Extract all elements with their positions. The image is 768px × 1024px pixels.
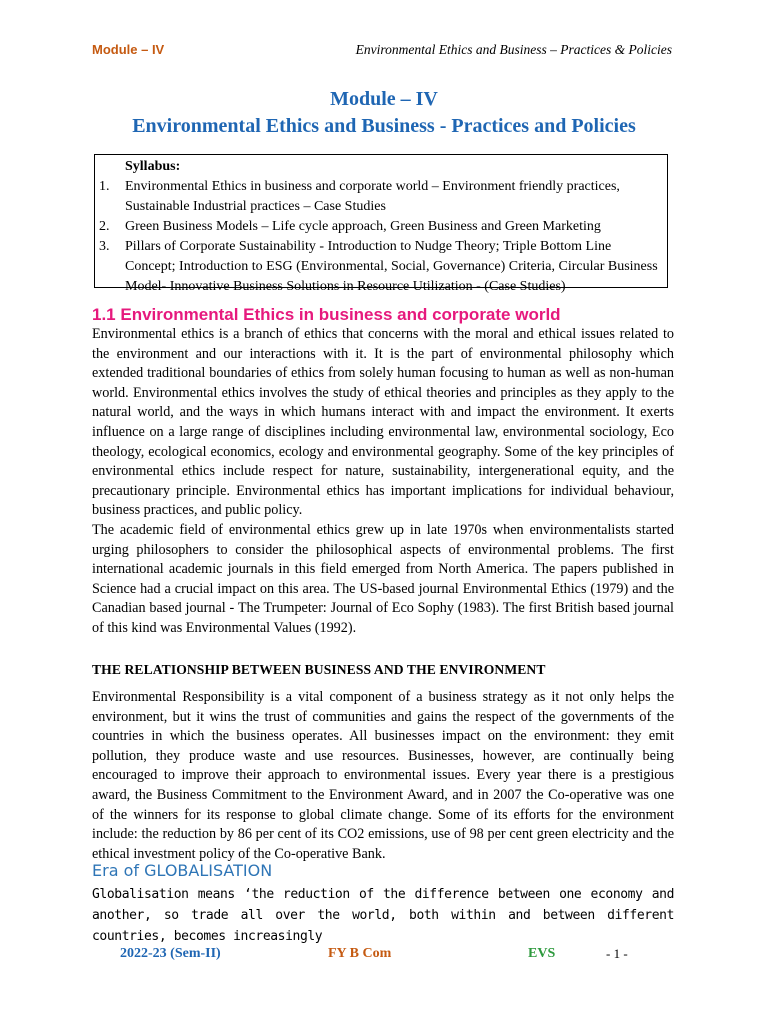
syllabus-heading: Syllabus: — [125, 159, 181, 174]
header-module-label: Module – IV — [92, 42, 165, 57]
syllabus-item-text: Environmental Ethics in business and corporate world – Environment friendly practices, Sustainable Industrial practices – Case Studies — [125, 179, 620, 214]
syllabus-item — [99, 177, 663, 217]
section-body — [92, 325, 674, 639]
header-running-title: Environmental Ethics and Business – Practices & Policies — [355, 42, 672, 57]
relationship-heading: THE RELATIONSHIP BETWEEN BUSINESS AND THE ENVIRONMENT — [92, 662, 546, 677]
footer-year: 2022-23 (Sem-II) — [120, 946, 221, 961]
syllabus-item-number: 1. — [99, 179, 110, 194]
syllabus-item-number: 2. — [99, 219, 110, 234]
page-number: - 1 - — [606, 946, 628, 961]
syllabus-item — [99, 237, 663, 297]
paragraph-definition: Environmental ethics is a branch of ethics that concerns with the moral and ethical issues related to the environment and our interactions with it. It is the part of environmental philosophy which extended traditional boundaries of ethics from solely human focusing to human as well as non-human world. Environmental ethics involves the study of ethical theories and principles as they apply to the natural world, and the ways in which humans interact with and impact the environment. It exerts influence on a large range of disciplines including environmental law, environmental sociology, Eco theology, ecological economics, ecology and environmental geography. Some of the key principles of environmental ethics include respect for nature, sustainability, intergenerational equity, and the precautionary principle. Environmental ethics has important implications for individual behaviour, business practices, and public policy. — [92, 326, 674, 519]
page-footer — [0, 946, 768, 966]
module-title: Module – IV — [330, 88, 438, 110]
section-heading: 1.1 Environmental Ethics in business and corporate world — [92, 305, 561, 324]
syllabus-item-text: Green Business Models – Life cycle approach, Green Business and Green Marketing — [125, 219, 601, 234]
syllabus-item-text: Pillars of Corporate Sustainability - Introduction to Nudge Theory; Triple Bottom Line Concept; Introduction to ESG (Environmental, Social, Governance) Criteria, Circular Business Model- Innovative Business Solutions in Resource Utilization - (Case Studies) — [125, 239, 658, 294]
paragraph-history: The academic field of environmental ethics grew up in late 1970s when environmentalists started urging philosophers to consider the philosophical aspects of environmental problems. The first international academic journals in this field emerged from North America. The papers published in Science had a crucial impact on this area. The US-based journal Environmental Ethics (1979) and the Canadian based journal - The Trumpeter: Journal of Eco Sophy (1983). The first British based journal of this kind was Environmental Values (1992). — [92, 521, 674, 636]
paragraph-globalisation: Globalisation means ‘the reduction of the difference between one economy and another, so trade all over the world, both within and between different countries, becomes increasingly — [92, 887, 674, 944]
syllabus-item — [99, 217, 663, 237]
footer-subject: EVS — [528, 946, 556, 961]
syllabus-box — [94, 154, 668, 294]
title-block — [0, 86, 768, 139]
era-body — [92, 884, 674, 947]
page-title: Environmental Ethics and Business - Practices and Policies — [132, 115, 636, 137]
relationship-body — [92, 688, 674, 864]
paragraph-relationship: Environmental Responsibility is a vital component of a business strategy as it not only helps the environment, but it wins the trust of communities and gains the respect of the governments of the countries in which the business operates. All businesses impact on the environment: they emit pollution, they produce waste and use resources. Businesses, however, are continually being encouraged to improve their approach to environmental issues. Every year there is a prestigious award, the Business Commitment to the Environment Award, and in 2007 the Co-operative was one of the winners for its response to global climate change. Some of its efforts for the environment include: the reduction by 86 per cent of its CO2 emissions, use of 98 per cent green electricity and the ethical investment policy of the Co-operative Bank. — [92, 689, 674, 862]
era-heading: Era of GLOBALISATION — [92, 861, 273, 880]
footer-course: FY B Com — [328, 946, 392, 961]
syllabus-item-number: 3. — [99, 239, 110, 254]
syllabus-list — [99, 177, 663, 297]
page-header — [92, 42, 672, 62]
